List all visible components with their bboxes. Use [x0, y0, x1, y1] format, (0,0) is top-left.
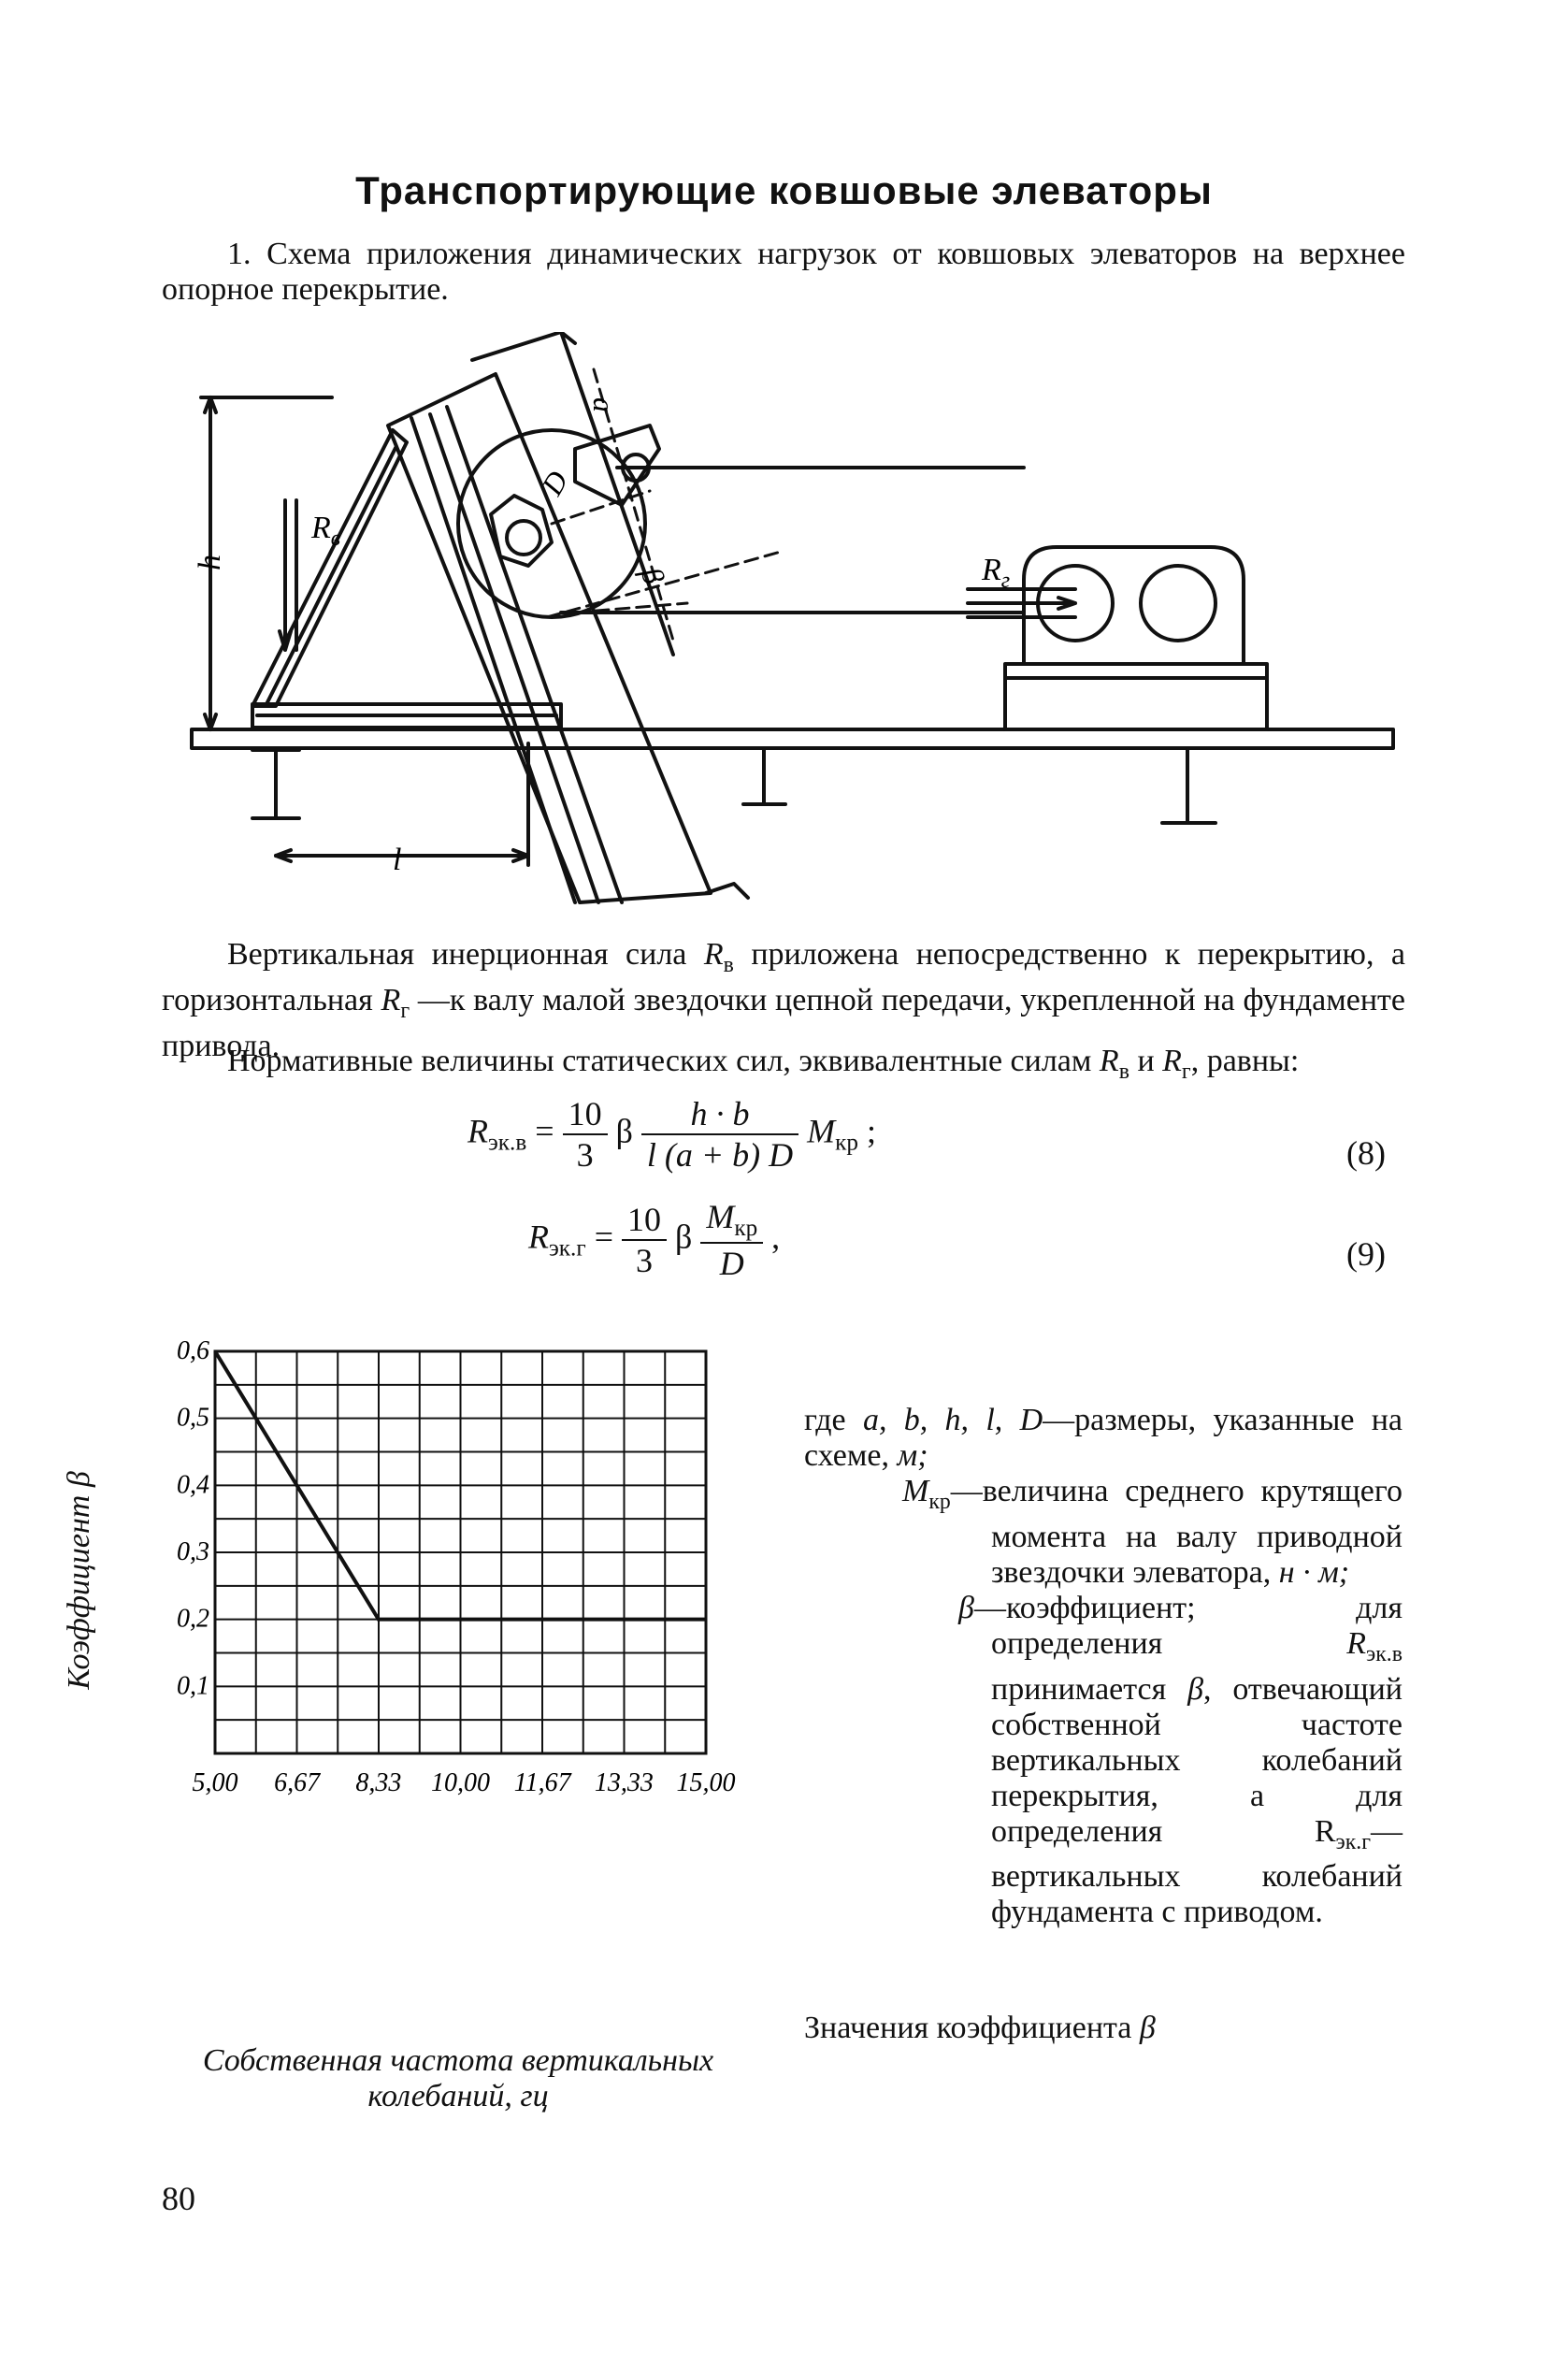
definition-beta: β—коэффициент; для определения $R_{эк.в}$ принимается β, отвечающий собственной частоте вертикальных колебаний перекрытия, а для определения $R_{эк.г}—вертикальных$ колебаний фундамента с приводом.	[958, 1590, 1403, 1930]
chart-x-tick-label: 8,33	[355, 1768, 402, 1797]
chart-y-tick-label: 0,2	[177, 1604, 209, 1634]
formula-9: $R_{эк.г}$ = $\frac{10}{3}$ β $\frac{M_{кр}}{D}$ ,	[528, 1198, 781, 1283]
label-l: l	[393, 843, 402, 877]
chart-y-tick-label: 0,6	[177, 1336, 209, 1365]
chart-x-tick-label: 5,00	[192, 1768, 238, 1797]
figure-caption: 1. Схема приложения динамических нагрузок от ковшовых элеваторов на верхнее опорное перекрытие.	[162, 237, 1405, 307]
chart-x-ticks	[193, 1768, 736, 1797]
paragraph-normative: Нормативные величины статических сил, эквивалентные силам $R_в$ и $R_г$, равны:	[227, 1044, 1300, 1084]
motor-foundation	[1005, 664, 1267, 729]
i-beam-left	[252, 750, 299, 818]
chart-x-tick-label: 6,67	[274, 1768, 321, 1797]
label-Rg: $R_г$	[982, 553, 1011, 593]
chart-y-tick-label: 0,4	[177, 1470, 209, 1500]
chart-x-label: Собственная частота вертикальных колебаний, гц	[202, 2043, 714, 2113]
chart-x-tick-label: 11,67	[513, 1768, 571, 1797]
definitions-block	[804, 1403, 1403, 1930]
label-b: β	[634, 562, 672, 589]
chart-y-tick-label: 0,5	[177, 1403, 209, 1433]
definition-dimensions: где a, b, h, l, D—размеры, указанные на схеме, м;	[804, 1403, 1403, 1473]
dimension-l	[276, 743, 528, 865]
label-h: h	[193, 555, 227, 570]
label-Rv: $R_в$	[311, 511, 341, 551]
chart-y-tick-label: 0,1	[177, 1671, 209, 1701]
chart-x-tick-label: 13,33	[594, 1768, 654, 1797]
motor-housing	[1024, 547, 1244, 664]
label-D: D	[534, 465, 575, 501]
i-beam-middle	[743, 750, 785, 804]
chart-y-ticks	[177, 1336, 209, 1700]
chart-y-tick-label: 0,3	[177, 1537, 209, 1566]
beta-coefficient-chart	[131, 1333, 767, 1819]
page-number: 80	[162, 2180, 195, 2217]
chart-caption: Значения коэффициента β	[804, 2011, 1156, 2045]
chart-x-tick-label: 15,00	[676, 1768, 736, 1797]
paragraph-forces: Вертикальная инерционная сила $R_в$ приложена непосредственно к перекрытию, а горизонтальная $R_г$ —к валу малой звездочки цепной передачи, укрепленной на фундаменте привода.	[162, 937, 1405, 1063]
elevator-load-diagram	[182, 332, 1407, 921]
construction-lines	[547, 369, 781, 641]
chart-grid	[215, 1351, 706, 1753]
formula-9-number: (9)	[1346, 1235, 1386, 1273]
label-a: a	[587, 397, 621, 412]
formula-8: $R_{эк.в}$ = $\frac{10}{3}$ β $\frac{h \cdot b}{l (a + b) D}$ $M_{кр}$ ;	[468, 1095, 877, 1174]
chart-x-tick-label: 10,00	[431, 1768, 490, 1797]
i-beam-right	[1162, 750, 1216, 823]
page-title: Транспортирующие ковшовые элеваторы	[355, 168, 1213, 212]
floor-slab	[192, 729, 1393, 748]
definition-torque: $M_{кр}—величина$ среднего крутящего момента на валу приводной звездочки элеватора, н · м;	[902, 1474, 1403, 1590]
chart-y-label: Коэффициент β	[62, 1471, 96, 1690]
formula-8-number: (8)	[1346, 1134, 1386, 1172]
